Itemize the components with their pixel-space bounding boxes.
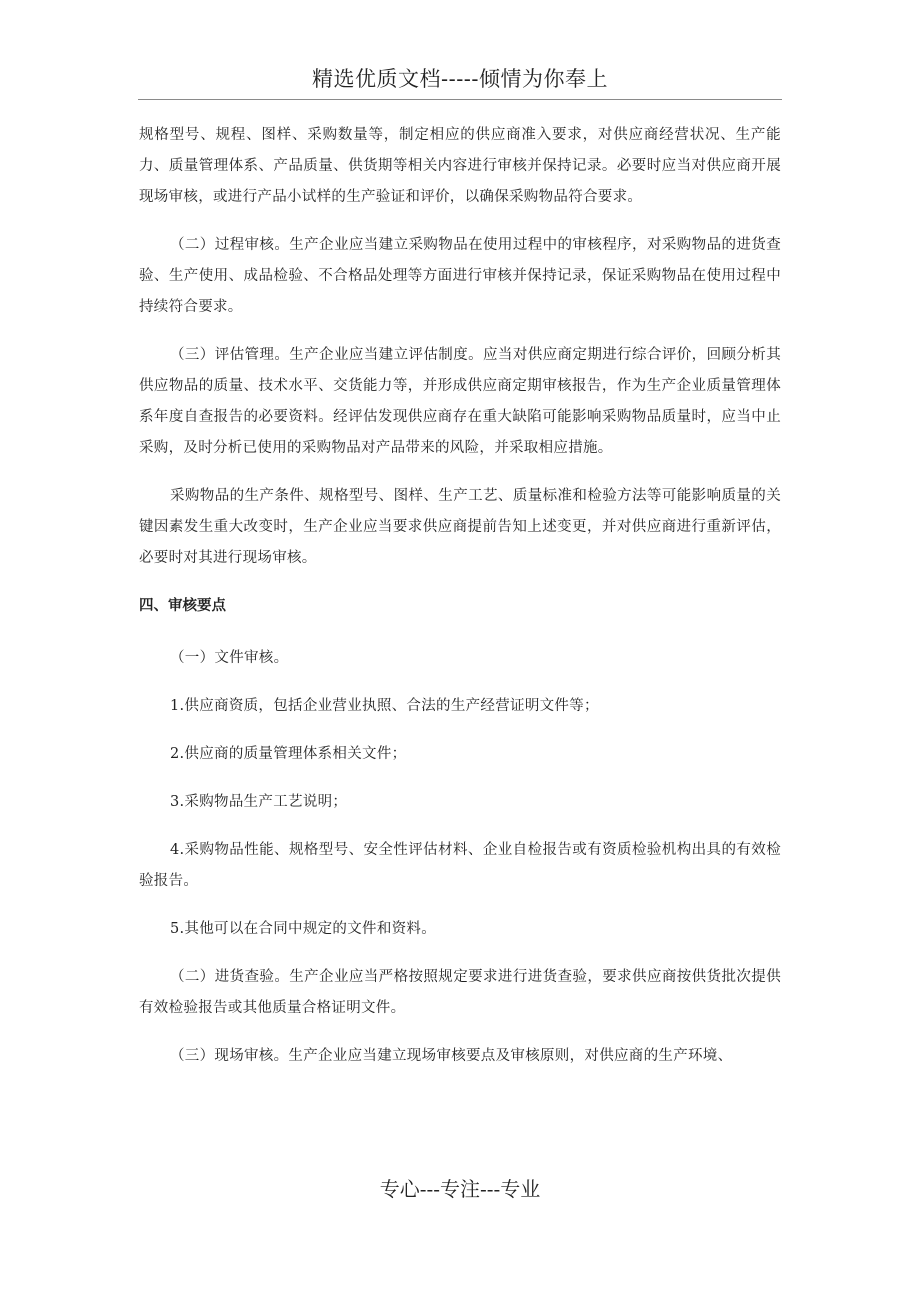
paragraph-supplier-admission: 规格型号、规程、图样、采购数量等，制定相应的供应商准入要求，对供应商经营状况、生产能力、质量管理体系、产品质量、供货期等相关内容进行审核并保持记录。必要时应当对供应商开展现场审核，或进行产品小试样的生产验证和评价，以确保采购物品符合要求。 xyxy=(139,127,781,205)
header-divider xyxy=(138,99,782,100)
list-item-test-reports: 4.采购物品性能、规格型号、安全性评估材料、企业自检报告或有资质检验机构出具的有效检验报告。 xyxy=(139,842,781,889)
page-footer-text: 专心---专注---专业 xyxy=(379,1177,541,1201)
paragraph-onsite-audit: （三）现场审核。生产企业应当建立现场审核要点及审核原则，对供应商的生产环境、 xyxy=(170,1048,733,1064)
list-item-process-description: 3.采购物品生产工艺说明； xyxy=(170,794,348,810)
list-item-quality-system-docs: 2.供应商的质量管理体系相关文件； xyxy=(170,746,407,762)
paragraph-incoming-inspection: （二）进货查验。生产企业应当严格按照规定要求进行进货查验，要求供应商按供货批次提供有效检验报告或其他质量合格证明文件。 xyxy=(139,969,781,1016)
paragraph-change-control: 采购物品的生产条件、规格型号、图样、生产工艺、质量标准和检验方法等可能影响质量的关键因素发生重大改变时，生产企业应当要求供应商提前告知上述变更，并对供应商进行重新评估，必要时对其进行现场审核。 xyxy=(139,488,781,566)
paragraph-process-audit: （二）过程审核。生产企业应当建立采购物品在使用过程中的审核程序，对采购物品的进货查验、生产使用、成品检验、不合格品处理等方面进行审核并保持记录，保证采购物品在使用过程中持续符合要求。 xyxy=(139,237,781,315)
subsection-document-audit: （一）文件审核。 xyxy=(170,650,289,666)
section-heading-audit-points: 四、审核要点 xyxy=(139,598,226,614)
list-item-supplier-qualification: 1.供应商资质，包括企业营业执照、合法的生产经营证明文件等； xyxy=(170,698,599,714)
list-item-other-documents: 5.其他可以在合同中规定的文件和资料。 xyxy=(170,921,437,937)
document-body xyxy=(139,120,781,1089)
paragraph-evaluation-management: （三）评估管理。生产企业应当建立评估制度。应当对供应商定期进行综合评价，回顾分析其供应物品的质量、技术水平、交货能力等，并形成供应商定期审核报告，作为生产企业质量管理体系年度自查报告的必要资料。经评估发现供应商存在重大缺陷可能影响采购物品质量时，应当中止采购，及时分析已使用的采购物品对产品带来的风险，并采取相应措施。 xyxy=(139,347,781,456)
page-header-title: 精选优质文档-----倾情为你奉上 xyxy=(312,67,608,91)
